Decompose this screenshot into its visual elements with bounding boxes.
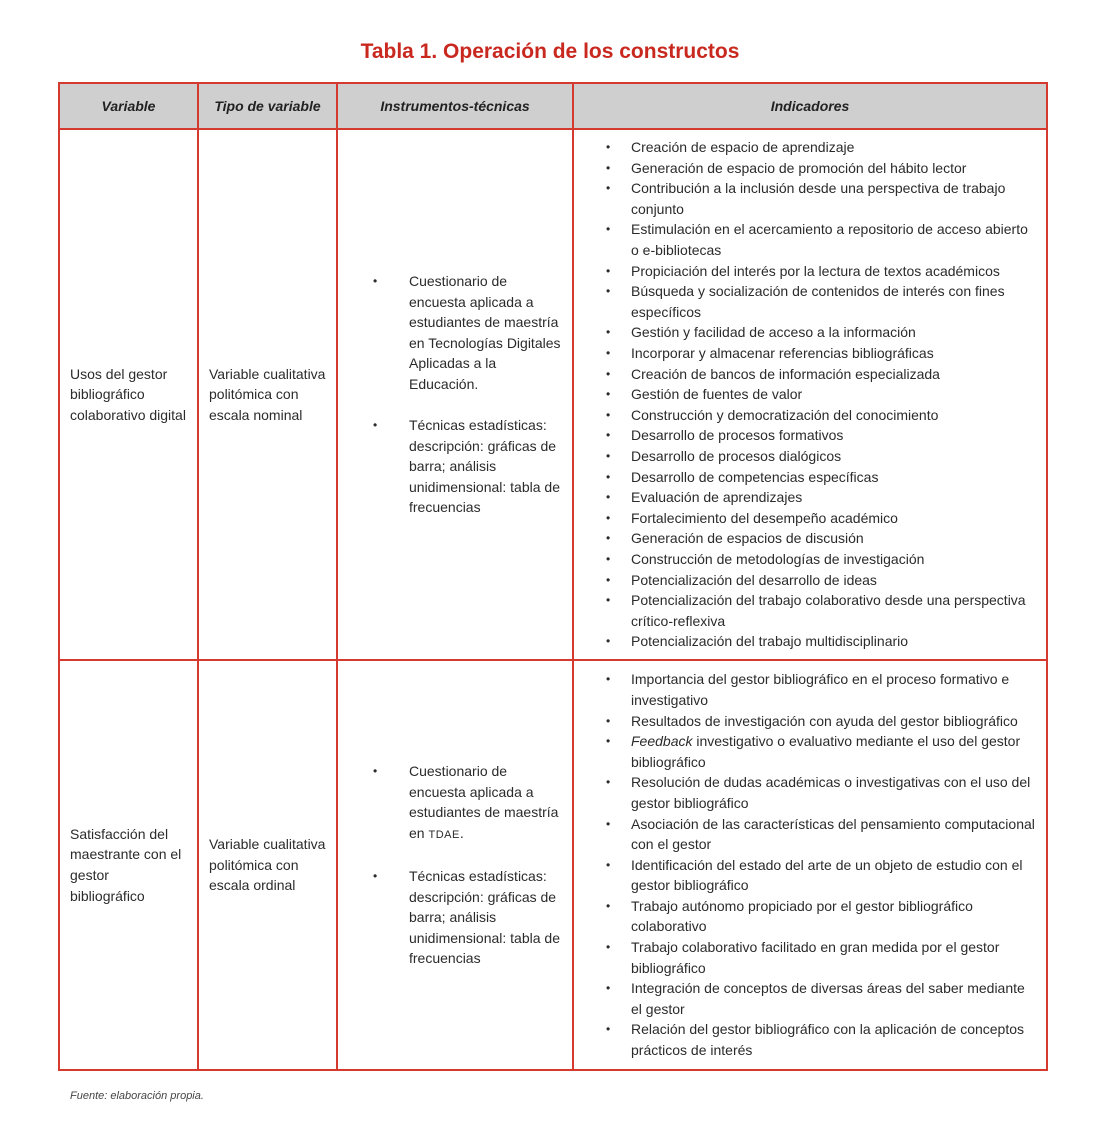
list-item: • Integración de conceptos de diversas áreas del saber mediante el gestor [631, 978, 1036, 1019]
indicadores-cell [573, 660, 1047, 1070]
list-item: • Potencialización del trabajo multidisciplinario [631, 631, 1036, 652]
tipo-cell: Variable cualitativa politómica con escala ordinal [198, 660, 337, 1070]
instrumentos-cell [337, 129, 573, 660]
list-item: • Gestión y facilidad de acceso a la información [631, 322, 1036, 343]
list-item: • Estimulación en el acercamiento a repositorio de acceso abierto o e-bibliotecas [631, 219, 1036, 260]
list-item: • Trabajo colaborativo facilitado en gran medida por el gestor bibliográfico [631, 937, 1036, 978]
list-item: • Contribución a la inclusión desde una perspectiva de trabajo conjunto [631, 178, 1036, 219]
table-row [59, 129, 1047, 660]
list-item: • Generación de espacio de promoción del hábito lector [631, 158, 1036, 179]
list-item: • Generación de espacios de discusión [631, 528, 1036, 549]
list-item: • Técnicas estadísticas: descripción: gráficas de barra; análisis unidimensional: tabla de frecuencias [409, 415, 562, 518]
table-title: Tabla 1. Operación de los constructos [360, 40, 740, 63]
list-item: • Creación de espacio de aprendizaje [631, 137, 1036, 158]
list-item: • Importancia del gestor bibliográfico en el proceso formativo e investigativo [631, 669, 1036, 710]
list-item: • Búsqueda y socialización de contenidos de interés con fines específicos [631, 281, 1036, 322]
feedback-word: Feedback [631, 733, 693, 750]
list-item: • Fortalecimiento del desempeño académico [631, 508, 1036, 529]
instrumentos-list [348, 761, 562, 969]
header-indicadores: Indicadores [573, 83, 1047, 129]
list-item: • Incorporar y almacenar referencias bibliográficas [631, 343, 1036, 364]
list-item [409, 761, 562, 845]
list-item: • Técnicas estadísticas: descripción: gráficas de barra; análisis unidimensional: tabla de frecuencias [409, 866, 562, 969]
list-item: • Desarrollo de competencias específicas [631, 467, 1036, 488]
list-item: • Construcción de metodologías de investigación [631, 549, 1036, 570]
variable-cell: Satisfacción del maestrante con el gestor bibliográfico [59, 660, 198, 1070]
list-item: • Desarrollo de procesos dialógicos [631, 446, 1036, 467]
list-item: • Potencialización del desarrollo de ideas [631, 570, 1036, 591]
source-note: Fuente: elaboración propia. [70, 1090, 204, 1102]
variable-cell: Usos del gestor bibliográfico colaborativo digital [59, 129, 198, 660]
list-item: • Construcción y democratización del conocimiento [631, 405, 1036, 426]
table-header-row [59, 83, 1047, 129]
list-item: • Propiciación del interés por la lectura de textos académicos [631, 261, 1036, 282]
indicadores-list [584, 137, 1036, 652]
list-item: • Desarrollo de procesos formativos [631, 425, 1036, 446]
header-variable: Variable [59, 83, 198, 129]
list-item: • Creación de bancos de información especializada [631, 364, 1036, 385]
list-item [631, 731, 1036, 772]
indicadores-list [584, 669, 1036, 1060]
list-item: • Potencialización del trabajo colaborativo desde una perspectiva crítico-reflexiva [631, 590, 1036, 631]
header-tipo-de-variable: Tipo de variable [198, 83, 337, 129]
list-item: • Identificación del estado del arte de un objeto de estudio con el gestor bibliográfico [631, 855, 1036, 896]
header-instrumentos-tecnicas: Instrumentos-técnicas [337, 83, 573, 129]
list-item: • Resolución de dudas académicas o investigativas con el uso del gestor bibliográfico [631, 772, 1036, 813]
list-item: • Evaluación de aprendizajes [631, 487, 1036, 508]
list-item: • Cuestionario de encuesta aplicada a estudiantes de maestría en Tecnologías Digitales Aplicadas a la Educación. [409, 271, 562, 395]
list-item: • Gestión de fuentes de valor [631, 384, 1036, 405]
tipo-cell: Variable cualitativa politómica con escala nominal [198, 129, 337, 660]
instrumento-end: . [459, 824, 464, 841]
indicadores-cell [573, 129, 1047, 660]
instrumento-text: Cuestionario de encuesta aplicada a estudiantes de maestría en [409, 763, 559, 841]
instrumentos-cell [337, 660, 573, 1070]
constructs-table [58, 82, 1048, 1071]
list-item: • Asociación de las características del pensamiento computacional con el gestor [631, 814, 1036, 855]
feedback-rest: investigativo o evaluativo mediante el uso del gestor bibliográfico [631, 733, 1021, 770]
table-row [59, 660, 1047, 1070]
abbreviation: TDAE [428, 828, 460, 841]
instrumentos-list [348, 271, 562, 518]
list-item: • Resultados de investigación con ayuda del gestor bibliográfico [631, 711, 1036, 732]
list-item: • Relación del gestor bibliográfico con la aplicación de conceptos prácticos de interés [631, 1019, 1036, 1060]
list-item: • Trabajo autónomo propiciado por el gestor bibliográfico colaborativo [631, 896, 1036, 937]
